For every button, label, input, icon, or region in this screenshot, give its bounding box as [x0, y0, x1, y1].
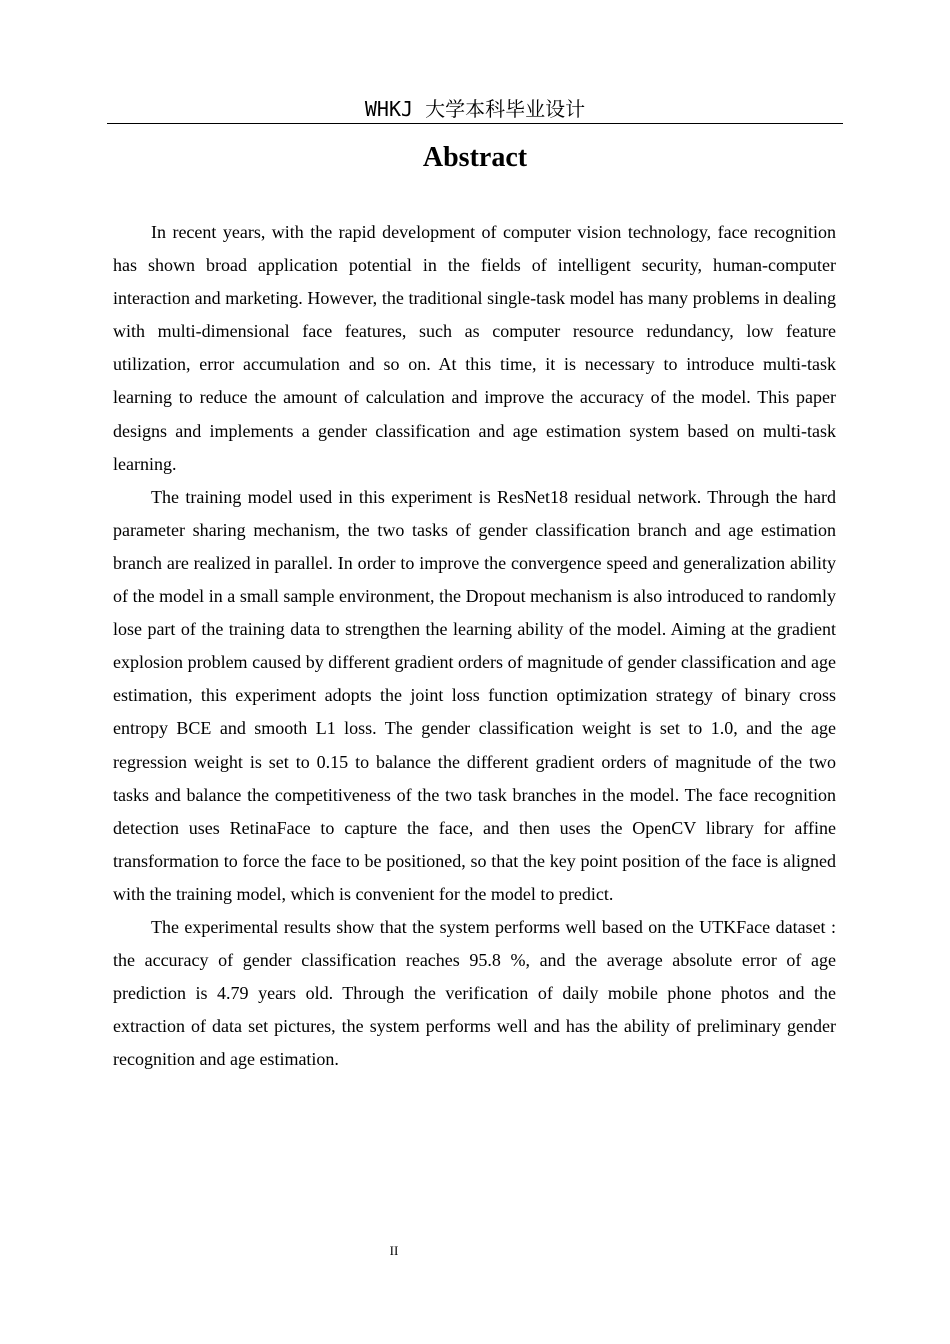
page-title: Abstract [422, 142, 528, 173]
abstract-body [113, 216, 836, 1076]
header-divider [107, 123, 843, 124]
abstract-paragraph: The experimental results show that the system performs well based on the UTKFace dataset : the accuracy of gender classification reaches 95.8 %, and the average absolute error of age prediction is 4.79 years old. Through the verification of daily mobile phone photos and the extraction of data set pictures, the system performs well and has the ability of preliminary gender recognition and age estimation. [113, 916, 836, 1070]
page-number: II [389, 1243, 399, 1258]
abstract-paragraph: In recent years, with the rapid development of computer vision technology, face recognition has shown broad application potential in the fields of intelligent security, human-computer interaction and marketing. However, the traditional single-task model has many problems in dealing with multi-dimensional face features, such as computer resource redundancy, low feature utilization, error accumulation and so on. At this time, it is necessary to introduce multi-task learning to reduce the amount of calculation and improve the accuracy of the model. This paper designs and implements a gender classification and age estimation system based on multi-task learning. [113, 222, 836, 474]
running-header: WHKJ 大学本科毕业设计 [364, 97, 586, 121]
abstract-paragraph: The training model used in this experiment is ResNet18 residual network. Through the hard parameter sharing mechanism, the two tasks of gender classification branch and age estimation branch are realized in parallel. In order to improve the convergence speed and generalization ability of the model in a small sample environment, the Dropout mechanism is also introduced to randomly lose part of the training data to strengthen the learning ability of the model. Aiming at the gradient explosion problem caused by different gradient orders of magnitude of gender classification and age estimation, this experiment adopts the joint loss function optimization strategy of binary cross entropy BCE and smooth L1 loss. The gender classification weight is set to 1.0, and the age regression weight is set to 0.15 to balance the different gradient orders of magnitude of the two tasks and balance the competitiveness of the two task branches in the model. The face recognition detection uses RetinaFace to capture the face, and then uses the OpenCV library for affine transformation to force the face to be positioned, so that the key point position of the face is aligned with the training model, which is convenient for the model to predict. [113, 486, 836, 904]
